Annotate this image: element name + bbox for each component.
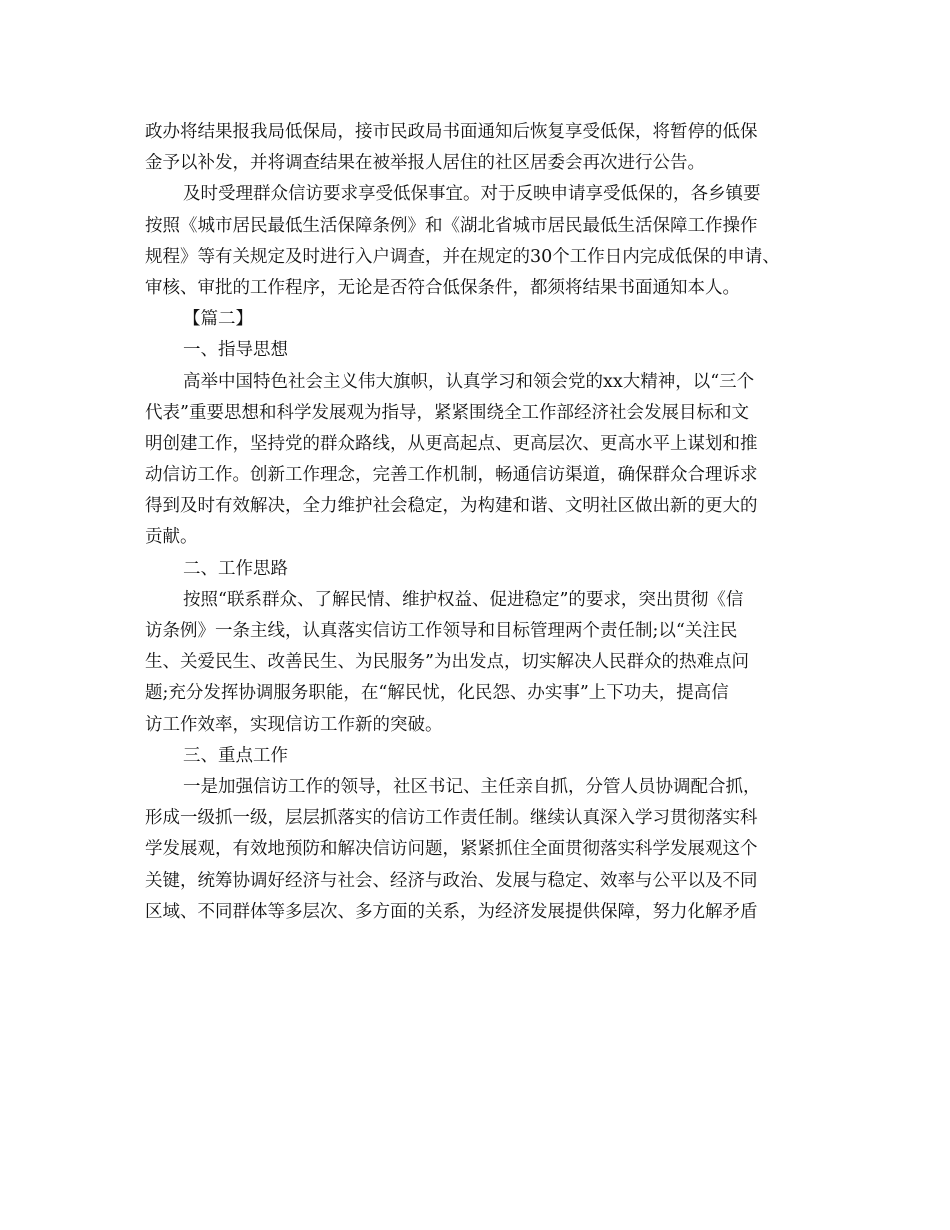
section-heading: 一、指导思想 bbox=[183, 340, 288, 361]
text-line: 题;充分发挥协调服务职能，在“解民忧，化民怨、办实事”上下功夫，提高信 bbox=[145, 683, 729, 704]
text-line: 动信访工作。创新工作理念，完善工作机制，畅通信访渠道，确保群众合理诉求 bbox=[145, 465, 758, 486]
text-line: 高举中国特色社会主义伟大旗帜，认真学习和领会党的xx大精神，以“三个 bbox=[183, 371, 755, 392]
document-body bbox=[145, 117, 835, 928]
text-line: 审核、审批的工作程序，无论是否符合低保条件，都须将结果书面通知本人。 bbox=[145, 277, 740, 298]
text-line: 明创建工作，坚持党的群众路线，从更高起点、更高层次、更高水平上谋划和推 bbox=[145, 433, 758, 454]
text-line: 访条例》一条主线，认真落实信访工作领导和目标管理两个责任制;以“关注民 bbox=[145, 621, 738, 641]
text-line: 金予以补发，并将调查结果在被举报人居住的社区居委会再次进行公告。 bbox=[145, 153, 705, 174]
text-line: 贡献。 bbox=[145, 527, 198, 548]
text-line: 及时受理群众信访要求享受低保事宜。对于反映申请享受低保的，各乡镇要 bbox=[183, 184, 761, 205]
text-line: 按照“联系群众、了解民情、维护权益、促进稳定”的要求，突出贯彻《信 bbox=[183, 589, 744, 610]
section-heading: 【篇二】 bbox=[183, 309, 253, 330]
text-line: 形成一级抓一级，层层抓落实的信访工作责任制。继续认真深入学习贯彻落实科 bbox=[145, 808, 758, 829]
text-line: 规程》等有关规定及时进行入户调查，并在规定的30个工作日内完成低保的申请、 bbox=[145, 246, 780, 267]
text-line: 访工作效率，实现信访工作新的突破。 bbox=[145, 714, 443, 735]
text-line: 一是加强信访工作的领导，社区书记、主任亲自抓，分管人员协调配合抓， bbox=[183, 776, 761, 797]
text-line: 按照《城市居民最低生活保障条例》和《湖北省城市居民最低生活保障工作操作 bbox=[145, 215, 758, 236]
section-heading: 二、工作思路 bbox=[183, 558, 288, 579]
text-line: 得到及时有效解决，全力维护社会稳定，为构建和谐、文明社区做出新的更大的 bbox=[145, 496, 758, 517]
text-line: 区域、不同群体等多层次、多方面的关系，为经济发展提供保障，努力化解矛盾 bbox=[145, 901, 758, 922]
text-line: 代表”重要思想和科学发展观为指导，紧紧围绕全工作部经济社会发展目标和文 bbox=[145, 402, 749, 423]
text-line: 学发展观，有效地预防和解决信访问题，紧紧抓住全面贯彻落实科学发展观这个 bbox=[145, 839, 758, 860]
text-line: 生、关爱民生、改善民生、为民服务”为出发点，切实解决人民群众的热难点问 bbox=[145, 652, 749, 673]
section-heading: 三、重点工作 bbox=[183, 745, 288, 766]
text-line: 政办将结果报我局低保局，接市民政局书面通知后恢复享受低保，将暂停的低保 bbox=[145, 122, 758, 142]
text-line: 关键，统筹协调好经济与社会、经济与政治、发展与稳定、效率与公平以及不同 bbox=[145, 870, 758, 891]
